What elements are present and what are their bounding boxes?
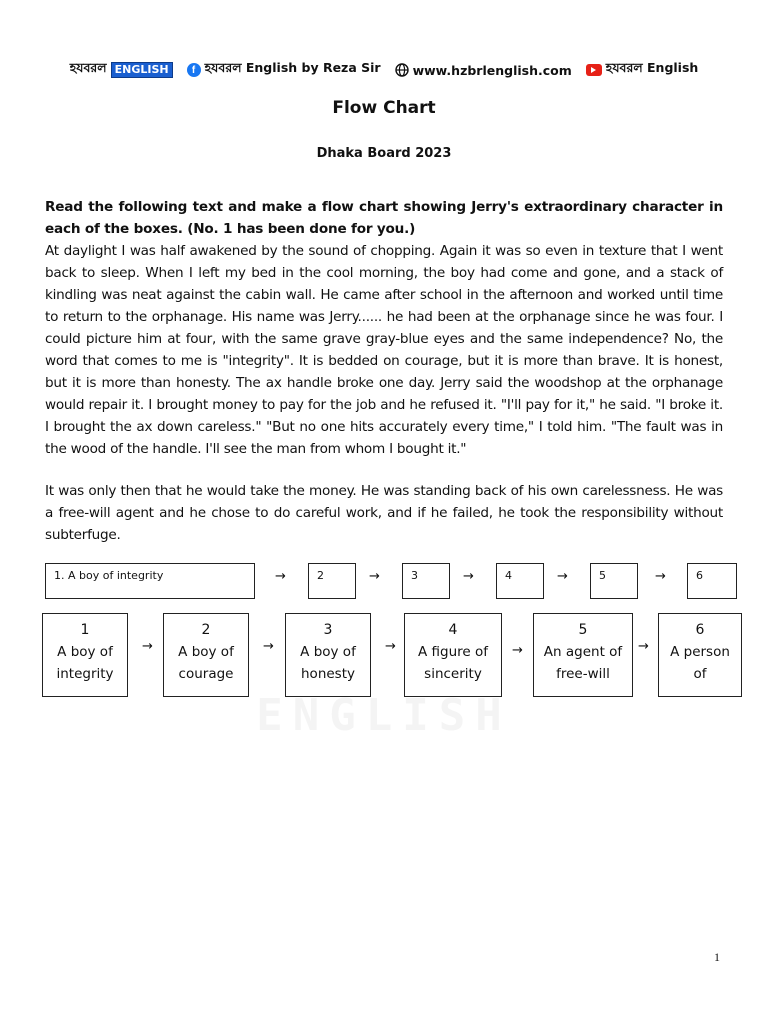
box-number: 5 xyxy=(578,622,588,638)
youtube-text: হযবরল English xyxy=(605,60,699,75)
page-number: 1 xyxy=(714,950,720,964)
arrow-icon: → xyxy=(463,569,474,584)
answer-box-5 xyxy=(533,613,633,697)
page-header xyxy=(0,60,768,80)
youtube-icon xyxy=(586,64,602,76)
page-subtitle: Dhaka Board 2023 xyxy=(316,146,452,161)
arrow-icon: → xyxy=(263,639,274,654)
answer-box-1 xyxy=(42,613,128,697)
answer-box-2 xyxy=(163,613,249,697)
brand-prefix: হযবরল xyxy=(69,60,107,75)
box-line-2: honesty xyxy=(301,666,355,682)
facebook-icon: f xyxy=(187,63,201,77)
template-box-6: 6 xyxy=(687,563,737,599)
template-box-4: 4 xyxy=(496,563,544,599)
box-line-2: integrity xyxy=(56,666,114,682)
box-line-2: free-will xyxy=(556,666,610,682)
arrow-icon: → xyxy=(638,639,649,654)
arrow-icon: → xyxy=(557,569,568,584)
answer-box-4 xyxy=(404,613,502,697)
facebook-text: হযবরল English by Reza Sir xyxy=(204,60,381,75)
website-text: www.hzbrlenglish.com xyxy=(412,62,572,78)
facebook-link[interactable] xyxy=(187,60,381,80)
template-box-3: 3 xyxy=(402,563,450,599)
box-line-2: of xyxy=(693,666,707,682)
box-number: 2 xyxy=(201,622,211,638)
arrow-icon: → xyxy=(385,639,396,654)
box-number: 3 xyxy=(323,622,333,638)
box-line-1: A figure of xyxy=(417,644,489,660)
website-link[interactable] xyxy=(395,63,572,78)
box-line-1: A person xyxy=(670,644,730,660)
brand-badge: ENGLISH xyxy=(111,62,173,78)
box-line-1: A boy of xyxy=(57,644,113,660)
arrow-icon: → xyxy=(369,569,380,584)
box-number: 6 xyxy=(695,622,705,638)
watermark: ENGLISH xyxy=(256,690,512,741)
box-number: 4 xyxy=(448,622,458,638)
box-line-2: sincerity xyxy=(424,666,482,682)
box-line-1: A boy of xyxy=(300,644,356,660)
arrow-icon: → xyxy=(655,569,666,584)
answer-box-3 xyxy=(285,613,371,697)
passage-paragraph-2: It was only then that he would take the money. He was standing back of his own carelessness. He was a free-will agent and he chose to do careful work, and if he failed, he took the responsibility without subterfuge. xyxy=(45,483,723,543)
brand-logo xyxy=(70,60,173,80)
arrow-icon: → xyxy=(142,639,153,654)
template-box-1: 1. A boy of integrity xyxy=(45,563,255,599)
template-box-2: 2 xyxy=(308,563,356,599)
box-line-2: courage xyxy=(178,666,234,682)
box-line-1: A boy of xyxy=(178,644,234,660)
arrow-icon: → xyxy=(275,569,286,584)
page-title: Flow Chart xyxy=(332,98,436,118)
passage-paragraph-1: At daylight I was half awakened by the sound of chopping. Again it was so even in texture that I went back to sleep. When I left my bed in the cool morning, the boy had come and gone, and a stack of kindling was neat against the cabin wall. He came after school in the afternoon and worked until time to return to the orphanage. His name was Jerry...... he had been at the orphanage since he was four. I could picture him at four, with the same grave gray-blue eyes and the same independence? No, the word that comes to me is "integrity". It is bedded on courage, but it is more than brave. It is honest, but it is more than honesty. The ax handle broke one day. Jerry said the woodshop at the orphanage would repair it. I brought money to pay for the job and he refused it. "I'll pay for it," he said. "I broke it. I brought the ax down careless." "But no one hits accurately every time," I told him. "The fault was in the wood of the handle. I'll see the man from whom I bought it." xyxy=(45,243,723,457)
flow-template-row xyxy=(45,563,740,601)
globe-icon xyxy=(395,63,409,77)
box-line-1: An agent of xyxy=(543,644,623,660)
box-number: 1 xyxy=(80,622,90,638)
instruction-text: Read the following text and make a flow chart showing Jerry's extraordinary character in each of the boxes. (No. 1 has been done for you.) xyxy=(45,199,723,237)
template-box-5: 5 xyxy=(590,563,638,599)
youtube-link[interactable] xyxy=(586,60,699,80)
answer-box-6 xyxy=(658,613,742,697)
arrow-icon: → xyxy=(512,643,523,658)
